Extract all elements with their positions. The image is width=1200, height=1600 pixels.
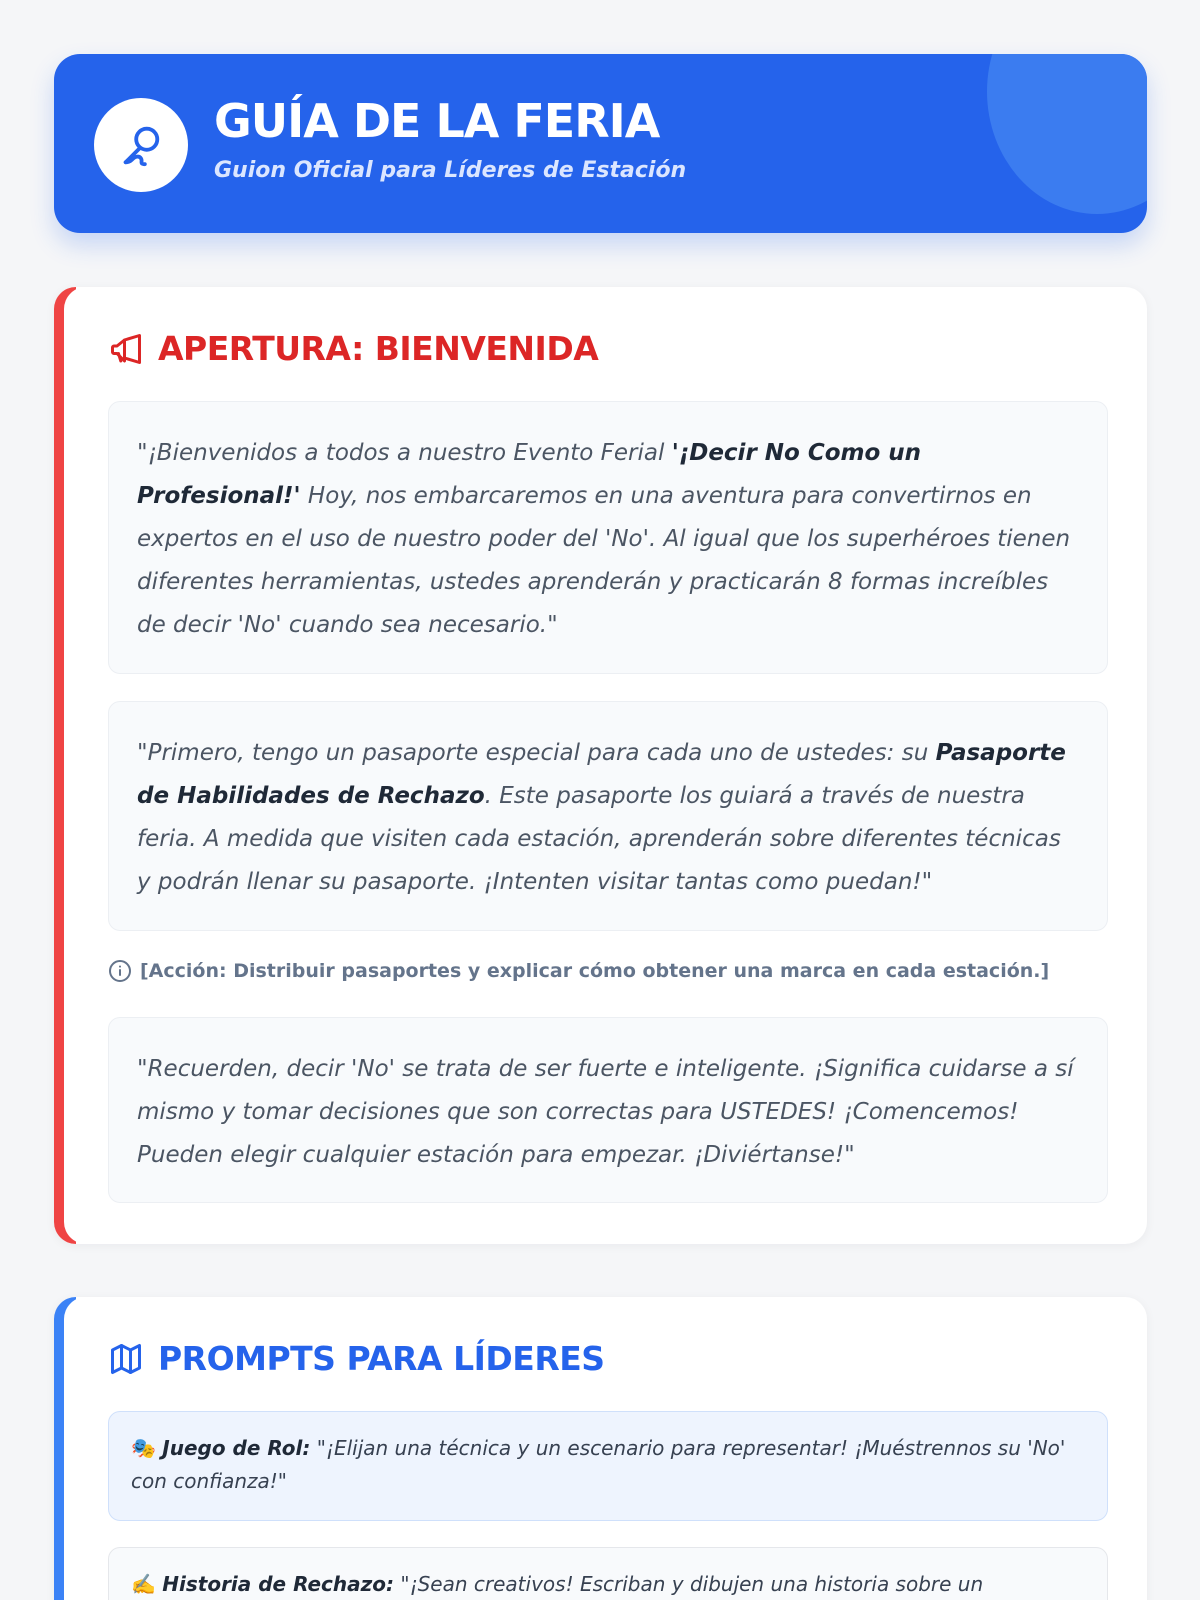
welcome-quote-body: Hoy, nos embarcaremos en una aventura para convertirnos en expertos en el uso de nuestro poder del 'No'. Al igual que los superhéroes tienen diferentes herramientas, ustedes aprenderán y practicarán 8 formas increíbles de decir 'No' cuando sea necesario." bbox=[137, 483, 1071, 638]
opening-card bbox=[54, 287, 1147, 1244]
prompt-roleplay bbox=[108, 1411, 1108, 1521]
page-title: GUÍA DE LA FERIA bbox=[214, 94, 660, 148]
page-header bbox=[54, 54, 1147, 233]
prompt-story-text: "¡Sean creativos! Escriban y dibujen una historia sobre un bbox=[400, 1572, 984, 1596]
prompts-heading: PROMPTS PARA LÍDERES bbox=[158, 1339, 605, 1378]
passport-name: Pasaporte de Habilidades de Rechazo bbox=[137, 740, 1066, 809]
opening-heading-row bbox=[108, 329, 598, 368]
welcome-quote-intro: "¡Bienvenidos a todos a nuestro Evento Ferial bbox=[137, 440, 672, 466]
prompt-roleplay-label: Juego de Rol: bbox=[162, 1436, 311, 1460]
prompt-story bbox=[108, 1547, 1108, 1600]
passport-quote-intro: "Primero, tengo un pasaporte especial para cada uno de ustedes: su bbox=[137, 740, 936, 766]
prompts-accent-stripe bbox=[54, 1297, 76, 1600]
event-name: '¡Decir No Como un Profesional!' bbox=[137, 440, 922, 509]
microphone-icon bbox=[118, 122, 164, 168]
opening-accent-stripe bbox=[54, 287, 76, 1244]
action-note-text: [Acción: Distribuir pasaportes y explicar cómo obtener una marca en cada estación.] bbox=[140, 960, 1050, 982]
writing-hand-icon: ✍️ bbox=[131, 1572, 156, 1596]
map-icon bbox=[108, 1341, 144, 1377]
page-subtitle: Guion Oficial para Líderes de Estación bbox=[214, 158, 687, 183]
closing-quote: "Recuerden, decir 'No' se trata de ser fuerte e inteligente. ¡Significa cuidarse a sí mismo y tomar decisiones que son correctas para USTEDES! ¡Comencemos! Pueden elegir cualquier estación para empezar. ¡Diviértanse!" bbox=[108, 1017, 1108, 1203]
action-note bbox=[108, 959, 1049, 983]
prompts-heading-row bbox=[108, 1339, 605, 1378]
welcome-quote bbox=[108, 401, 1108, 674]
prompt-roleplay-text: "¡Elijan una técnica y un escenario para representar! ¡Muéstrennos su 'No' con confianza!" bbox=[131, 1436, 1066, 1493]
prompt-story-label: Historia de Rechazo: bbox=[162, 1572, 395, 1596]
microphone-badge bbox=[94, 98, 188, 192]
opening-heading: APERTURA: BIENVENIDA bbox=[158, 329, 599, 368]
passport-quote bbox=[108, 701, 1108, 931]
passport-quote-body: . Este pasaporte los guiará a través de nuestra feria. A medida que visiten cada estación, aprenderán sobre diferentes técnicas y podrán llenar su pasaporte. ¡Intenten visitar tantas como puedan!" bbox=[137, 783, 1061, 895]
megaphone-icon bbox=[108, 331, 144, 367]
header-decoration bbox=[987, 54, 1147, 214]
info-icon bbox=[108, 959, 132, 983]
prompts-card bbox=[54, 1297, 1147, 1600]
theater-masks-icon: 🎭 bbox=[131, 1436, 156, 1460]
